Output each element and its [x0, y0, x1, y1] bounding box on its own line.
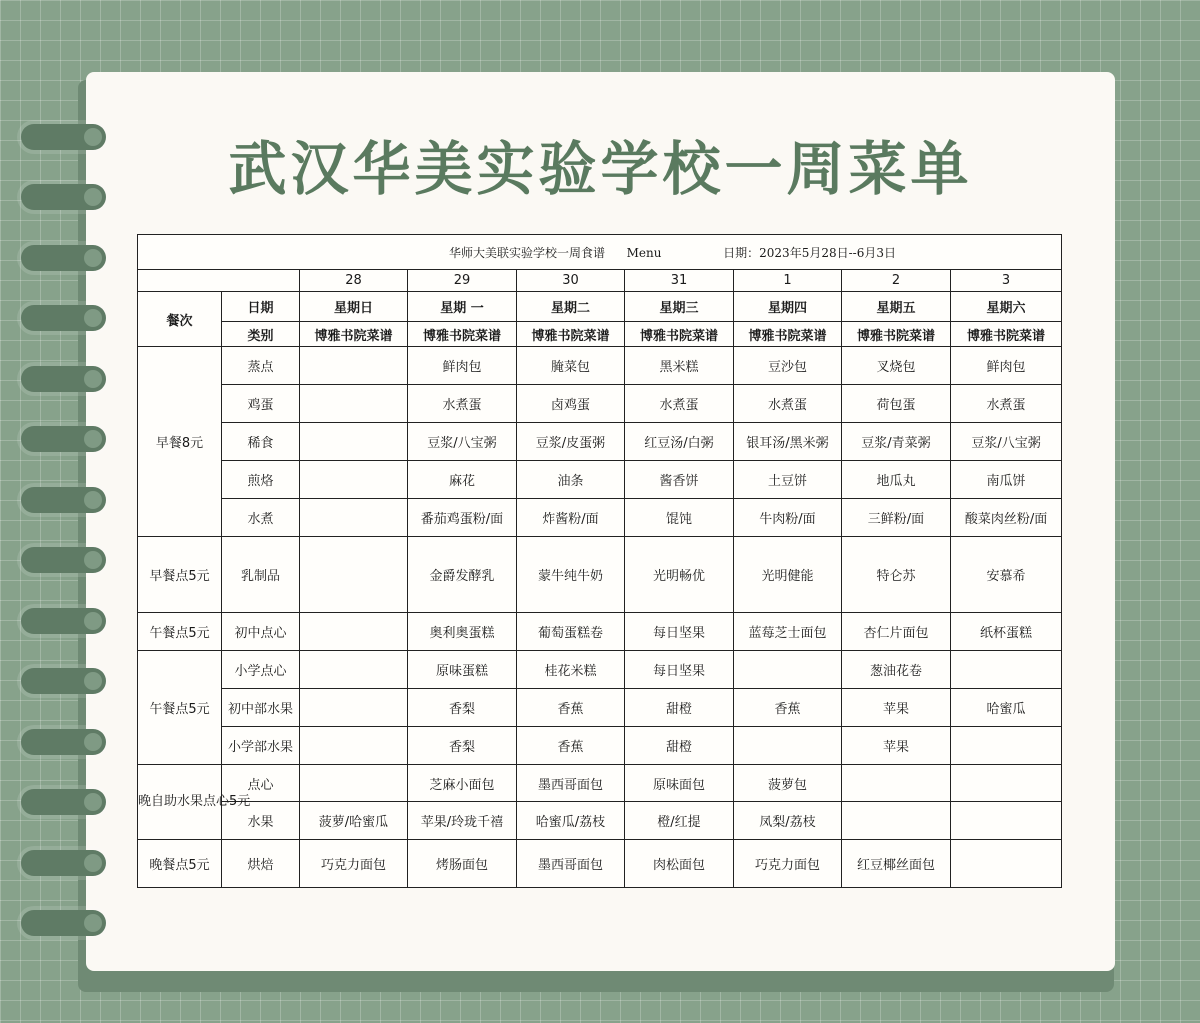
menu-cell: 蒙牛纯牛奶 — [517, 537, 625, 613]
menu-cell — [734, 727, 842, 765]
menu-cell: 光明畅优 — [625, 537, 734, 613]
category-cell: 小学点心 — [222, 651, 300, 689]
date-number: 31 — [625, 270, 734, 292]
menu-cell — [842, 765, 951, 802]
menu-cell: 豆浆/皮蛋粥 — [517, 423, 625, 461]
category-cell: 小学部水果 — [222, 727, 300, 765]
table-row — [138, 613, 1062, 651]
meal-label: 午餐点5元 — [138, 651, 222, 765]
menu-cell: 杏仁片面包 — [842, 613, 951, 651]
menu-cell — [842, 802, 951, 840]
menu-cell: 纸杯蛋糕 — [951, 613, 1062, 651]
table-row — [138, 461, 1062, 499]
menu-cell: 番茄鸡蛋粉/面 — [408, 499, 517, 537]
binder-ring — [21, 487, 106, 513]
menu-cell: 豆沙包 — [734, 347, 842, 385]
menu-cell — [951, 765, 1062, 802]
menu-cell: 哈蜜瓜/荔枝 — [517, 802, 625, 840]
category-cell: 水煮 — [222, 499, 300, 537]
menu-word: Menu — [626, 245, 662, 260]
menu-cell: 烤肠面包 — [408, 840, 517, 888]
date-number: 28 — [300, 270, 408, 292]
binder-ring — [21, 426, 106, 452]
menu-cell: 墨西哥面包 — [517, 765, 625, 802]
menu-cell: 水煮蛋 — [625, 385, 734, 423]
menu-cell: 鲜肉包 — [951, 347, 1062, 385]
menu-cell: 桂花米糕 — [517, 651, 625, 689]
menu-cell: 甜橙 — [625, 727, 734, 765]
menu-cell: 苹果 — [842, 727, 951, 765]
table-row — [138, 537, 1062, 613]
weekday: 星期六 — [951, 292, 1062, 322]
date-number: 2 — [842, 270, 951, 292]
page-title: 武汉华美实验学校一周菜单 — [228, 135, 973, 203]
menu-cell — [300, 765, 408, 802]
category-cell: 水果 — [222, 802, 300, 840]
weekday: 星期二 — [517, 292, 625, 322]
menu-name-row — [138, 322, 1062, 347]
menu-cell: 水煮蛋 — [734, 385, 842, 423]
weekday: 星期四 — [734, 292, 842, 322]
menu-cell — [300, 499, 408, 537]
menu-cell: 巧克力面包 — [300, 840, 408, 888]
meal-header: 餐次 — [138, 292, 222, 347]
menu-cell: 鲜肉包 — [408, 347, 517, 385]
binder-ring — [21, 789, 106, 815]
menu-table — [137, 234, 1062, 888]
menu-cell: 水煮蛋 — [951, 385, 1062, 423]
menu-cell: 甜橙 — [625, 689, 734, 727]
menu-name: 博雅书院菜谱 — [734, 322, 842, 347]
menu-cell: 菠萝/哈蜜瓜 — [300, 802, 408, 840]
menu-cell: 土豆饼 — [734, 461, 842, 499]
menu-cell: 酱香饼 — [625, 461, 734, 499]
menu-cell — [300, 537, 408, 613]
menu-name: 博雅书院菜谱 — [951, 322, 1062, 347]
menu-cell: 炸酱粉/面 — [517, 499, 625, 537]
table-row — [138, 499, 1062, 537]
menu-cell: 银耳汤/黑米粥 — [734, 423, 842, 461]
menu-cell: 原味面包 — [625, 765, 734, 802]
binder-ring — [21, 729, 106, 755]
table-row — [138, 840, 1062, 888]
menu-cell — [300, 613, 408, 651]
date-label: 日期 — [222, 292, 300, 322]
category-cell: 蒸点 — [222, 347, 300, 385]
menu-cell: 香梨 — [408, 727, 517, 765]
menu-cell: 牛肉粉/面 — [734, 499, 842, 537]
date-number: 3 — [951, 270, 1062, 292]
menu-cell: 光明健能 — [734, 537, 842, 613]
menu-cell: 红豆椰丝面包 — [842, 840, 951, 888]
menu-name: 博雅书院菜谱 — [625, 322, 734, 347]
category-label: 类别 — [222, 322, 300, 347]
menu-cell: 哈蜜瓜 — [951, 689, 1062, 727]
binder-ring — [21, 910, 106, 936]
date-number-row — [138, 270, 1062, 292]
menu-cell: 红豆汤/白粥 — [625, 423, 734, 461]
menu-cell: 卤鸡蛋 — [517, 385, 625, 423]
weekday: 星期三 — [625, 292, 734, 322]
menu-cell: 三鲜粉/面 — [842, 499, 951, 537]
menu-cell: 金爵发酵乳 — [408, 537, 517, 613]
table-row — [138, 765, 1062, 802]
meal-label: 晚餐点5元 — [138, 840, 222, 888]
menu-name: 博雅书院菜谱 — [517, 322, 625, 347]
category-cell: 点心 — [222, 765, 300, 802]
category-cell: 稀食 — [222, 423, 300, 461]
binder-ring — [21, 366, 106, 392]
menu-cell — [300, 651, 408, 689]
menu-cell: 芝麻小面包 — [408, 765, 517, 802]
binder-ring — [21, 668, 106, 694]
table-row — [138, 727, 1062, 765]
date-number: 1 — [734, 270, 842, 292]
menu-cell: 每日坚果 — [625, 613, 734, 651]
category-cell: 鸡蛋 — [222, 385, 300, 423]
menu-cell: 凤梨/荔枝 — [734, 802, 842, 840]
menu-cell — [951, 651, 1062, 689]
menu-cell: 地瓜丸 — [842, 461, 951, 499]
menu-name: 博雅书院菜谱 — [408, 322, 517, 347]
menu-cell: 特仑苏 — [842, 537, 951, 613]
corner-cell — [138, 270, 300, 292]
menu-cell — [951, 840, 1062, 888]
menu-cell: 南瓜饼 — [951, 461, 1062, 499]
weekday: 星期 一 — [408, 292, 517, 322]
date-range: 日期：2023年5月28日--6月3日 — [723, 245, 896, 260]
meal-label: 早餐8元 — [138, 347, 222, 537]
binder-ring — [21, 608, 106, 634]
binder-ring — [21, 547, 106, 573]
info-row — [138, 235, 1062, 270]
menu-cell: 馄饨 — [625, 499, 734, 537]
menu-cell: 葡萄蛋糕卷 — [517, 613, 625, 651]
table-row — [138, 347, 1062, 385]
menu-cell: 安慕希 — [951, 537, 1062, 613]
category-cell: 初中部水果 — [222, 689, 300, 727]
menu-heading: 华师大美联实验学校一周食谱 — [448, 245, 605, 260]
menu-cell: 葱油花卷 — [842, 651, 951, 689]
menu-cell: 豆浆/八宝粥 — [951, 423, 1062, 461]
meal-label: 晚自助水果点心5元 — [138, 765, 222, 840]
menu-name: 博雅书院菜谱 — [300, 322, 408, 347]
table-row — [138, 689, 1062, 727]
menu-cell: 肉松面包 — [625, 840, 734, 888]
menu-cell — [300, 423, 408, 461]
menu-name: 博雅书院菜谱 — [842, 322, 951, 347]
menu-cell: 每日坚果 — [625, 651, 734, 689]
menu-cell: 水煮蛋 — [408, 385, 517, 423]
binder-ring — [21, 305, 106, 331]
menu-cell: 苹果 — [842, 689, 951, 727]
menu-cell: 豆浆/青菜粥 — [842, 423, 951, 461]
menu-cell: 酸菜肉丝粉/面 — [951, 499, 1062, 537]
menu-cell — [300, 727, 408, 765]
date-number: 30 — [517, 270, 625, 292]
menu-cell: 荷包蛋 — [842, 385, 951, 423]
menu-cell: 菠萝包 — [734, 765, 842, 802]
weekday-row — [138, 292, 1062, 322]
menu-cell: 豆浆/八宝粥 — [408, 423, 517, 461]
table-row — [138, 423, 1062, 461]
menu-cell: 麻花 — [408, 461, 517, 499]
binder-ring — [21, 245, 106, 271]
menu-cell — [734, 651, 842, 689]
category-cell: 初中点心 — [222, 613, 300, 651]
menu-cell: 油条 — [517, 461, 625, 499]
weekday: 星期日 — [300, 292, 408, 322]
menu-cell — [300, 385, 408, 423]
info-cell — [138, 235, 1062, 270]
table-row — [138, 651, 1062, 689]
category-cell: 煎烙 — [222, 461, 300, 499]
menu-cell: 香蕉 — [517, 689, 625, 727]
weekday: 星期五 — [842, 292, 951, 322]
menu-cell: 巧克力面包 — [734, 840, 842, 888]
menu-cell — [300, 461, 408, 499]
menu-cell: 蓝莓芝士面包 — [734, 613, 842, 651]
meal-label: 午餐点5元 — [138, 613, 222, 651]
menu-cell — [300, 689, 408, 727]
date-number: 29 — [408, 270, 517, 292]
table-row — [138, 385, 1062, 423]
menu-cell — [300, 347, 408, 385]
meal-label: 早餐点5元 — [138, 537, 222, 613]
menu-cell: 橙/红提 — [625, 802, 734, 840]
binder-ring — [21, 850, 106, 876]
category-cell: 烘焙 — [222, 840, 300, 888]
menu-cell: 原味蛋糕 — [408, 651, 517, 689]
menu-cell: 墨西哥面包 — [517, 840, 625, 888]
menu-cell: 奥利奥蛋糕 — [408, 613, 517, 651]
menu-cell: 香蕉 — [517, 727, 625, 765]
category-cell: 乳制品 — [222, 537, 300, 613]
menu-cell: 苹果/玲珑千禧 — [408, 802, 517, 840]
menu-cell — [951, 802, 1062, 840]
menu-cell: 香蕉 — [734, 689, 842, 727]
table-row — [138, 802, 1062, 840]
menu-cell: 腌菜包 — [517, 347, 625, 385]
menu-cell — [951, 727, 1062, 765]
menu-cell: 香梨 — [408, 689, 517, 727]
menu-cell: 叉烧包 — [842, 347, 951, 385]
menu-cell: 黑米糕 — [625, 347, 734, 385]
